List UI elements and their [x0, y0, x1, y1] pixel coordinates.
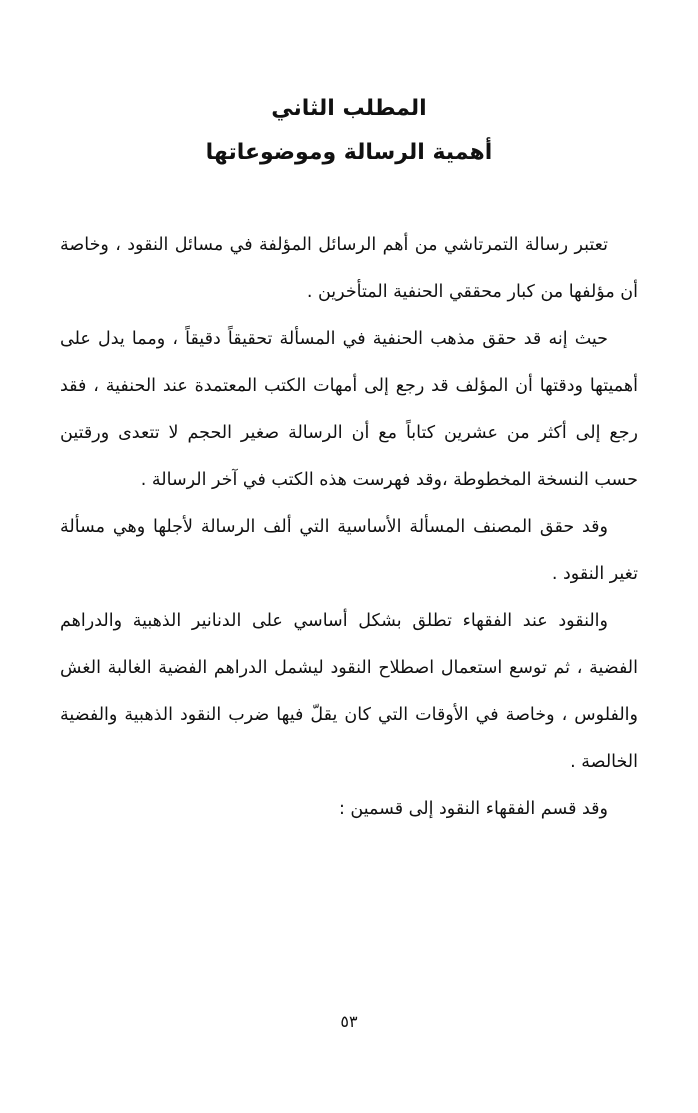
paragraph-text: وقد قسم الفقهاء النقود إلى قسمين : [338, 799, 608, 819]
paragraph-text: تعتبر رسالة التمرتاشي من أهم الرسائل المؤلفة في مسائل النقود ، وخاصة أن مؤلفها من كبار محققي الحنفية المتأخرين . [60, 235, 638, 302]
paragraph [60, 598, 638, 786]
body-text [60, 222, 638, 833]
paragraph [60, 316, 638, 504]
section-subtitle: أهمية الرسالة وموضوعاتها [205, 140, 493, 165]
paragraph-text: والنقود عند الفقهاء تطلق بشكل أساسي على الدنانير الذهبية والدراهم الفضية ، ثم توسع استعمال اصطلاح النقود ليشمل الدراهم الفضية الغالبة الغش والفلوس ، وخاصة في الأوقات التي كان يقلّ فيها ضرب النقود الذهبية والفضية الخالصة . [60, 611, 638, 772]
paragraph [60, 222, 638, 316]
paragraph [60, 786, 638, 833]
section-label: المطلب الثاني [271, 96, 427, 121]
paragraph [60, 504, 638, 598]
paragraph-text: حيث إنه قد حقق مذهب الحنفية في المسألة تحقيقاً دقيقاً ، ومما يدل على أهميتها ودقتها أن المؤلف قد رجع إلى أمهات الكتب المعتمدة عند الحنفية ، فقد رجع إلى أكثر من عشرين كتاباً مع أن الرسالة صغير الحجم لا تتعدى ورقتين حسب النسخة المخطوطة ،وقد فهرست هذه الكتب في آخر الرسالة . [60, 329, 638, 490]
paragraph-text: وقد حقق المصنف المسألة الأساسية التي ألف الرسالة لأجلها وهي مسألة تغير النقود . [60, 517, 638, 584]
page-number: ٥٣ [340, 1012, 358, 1031]
